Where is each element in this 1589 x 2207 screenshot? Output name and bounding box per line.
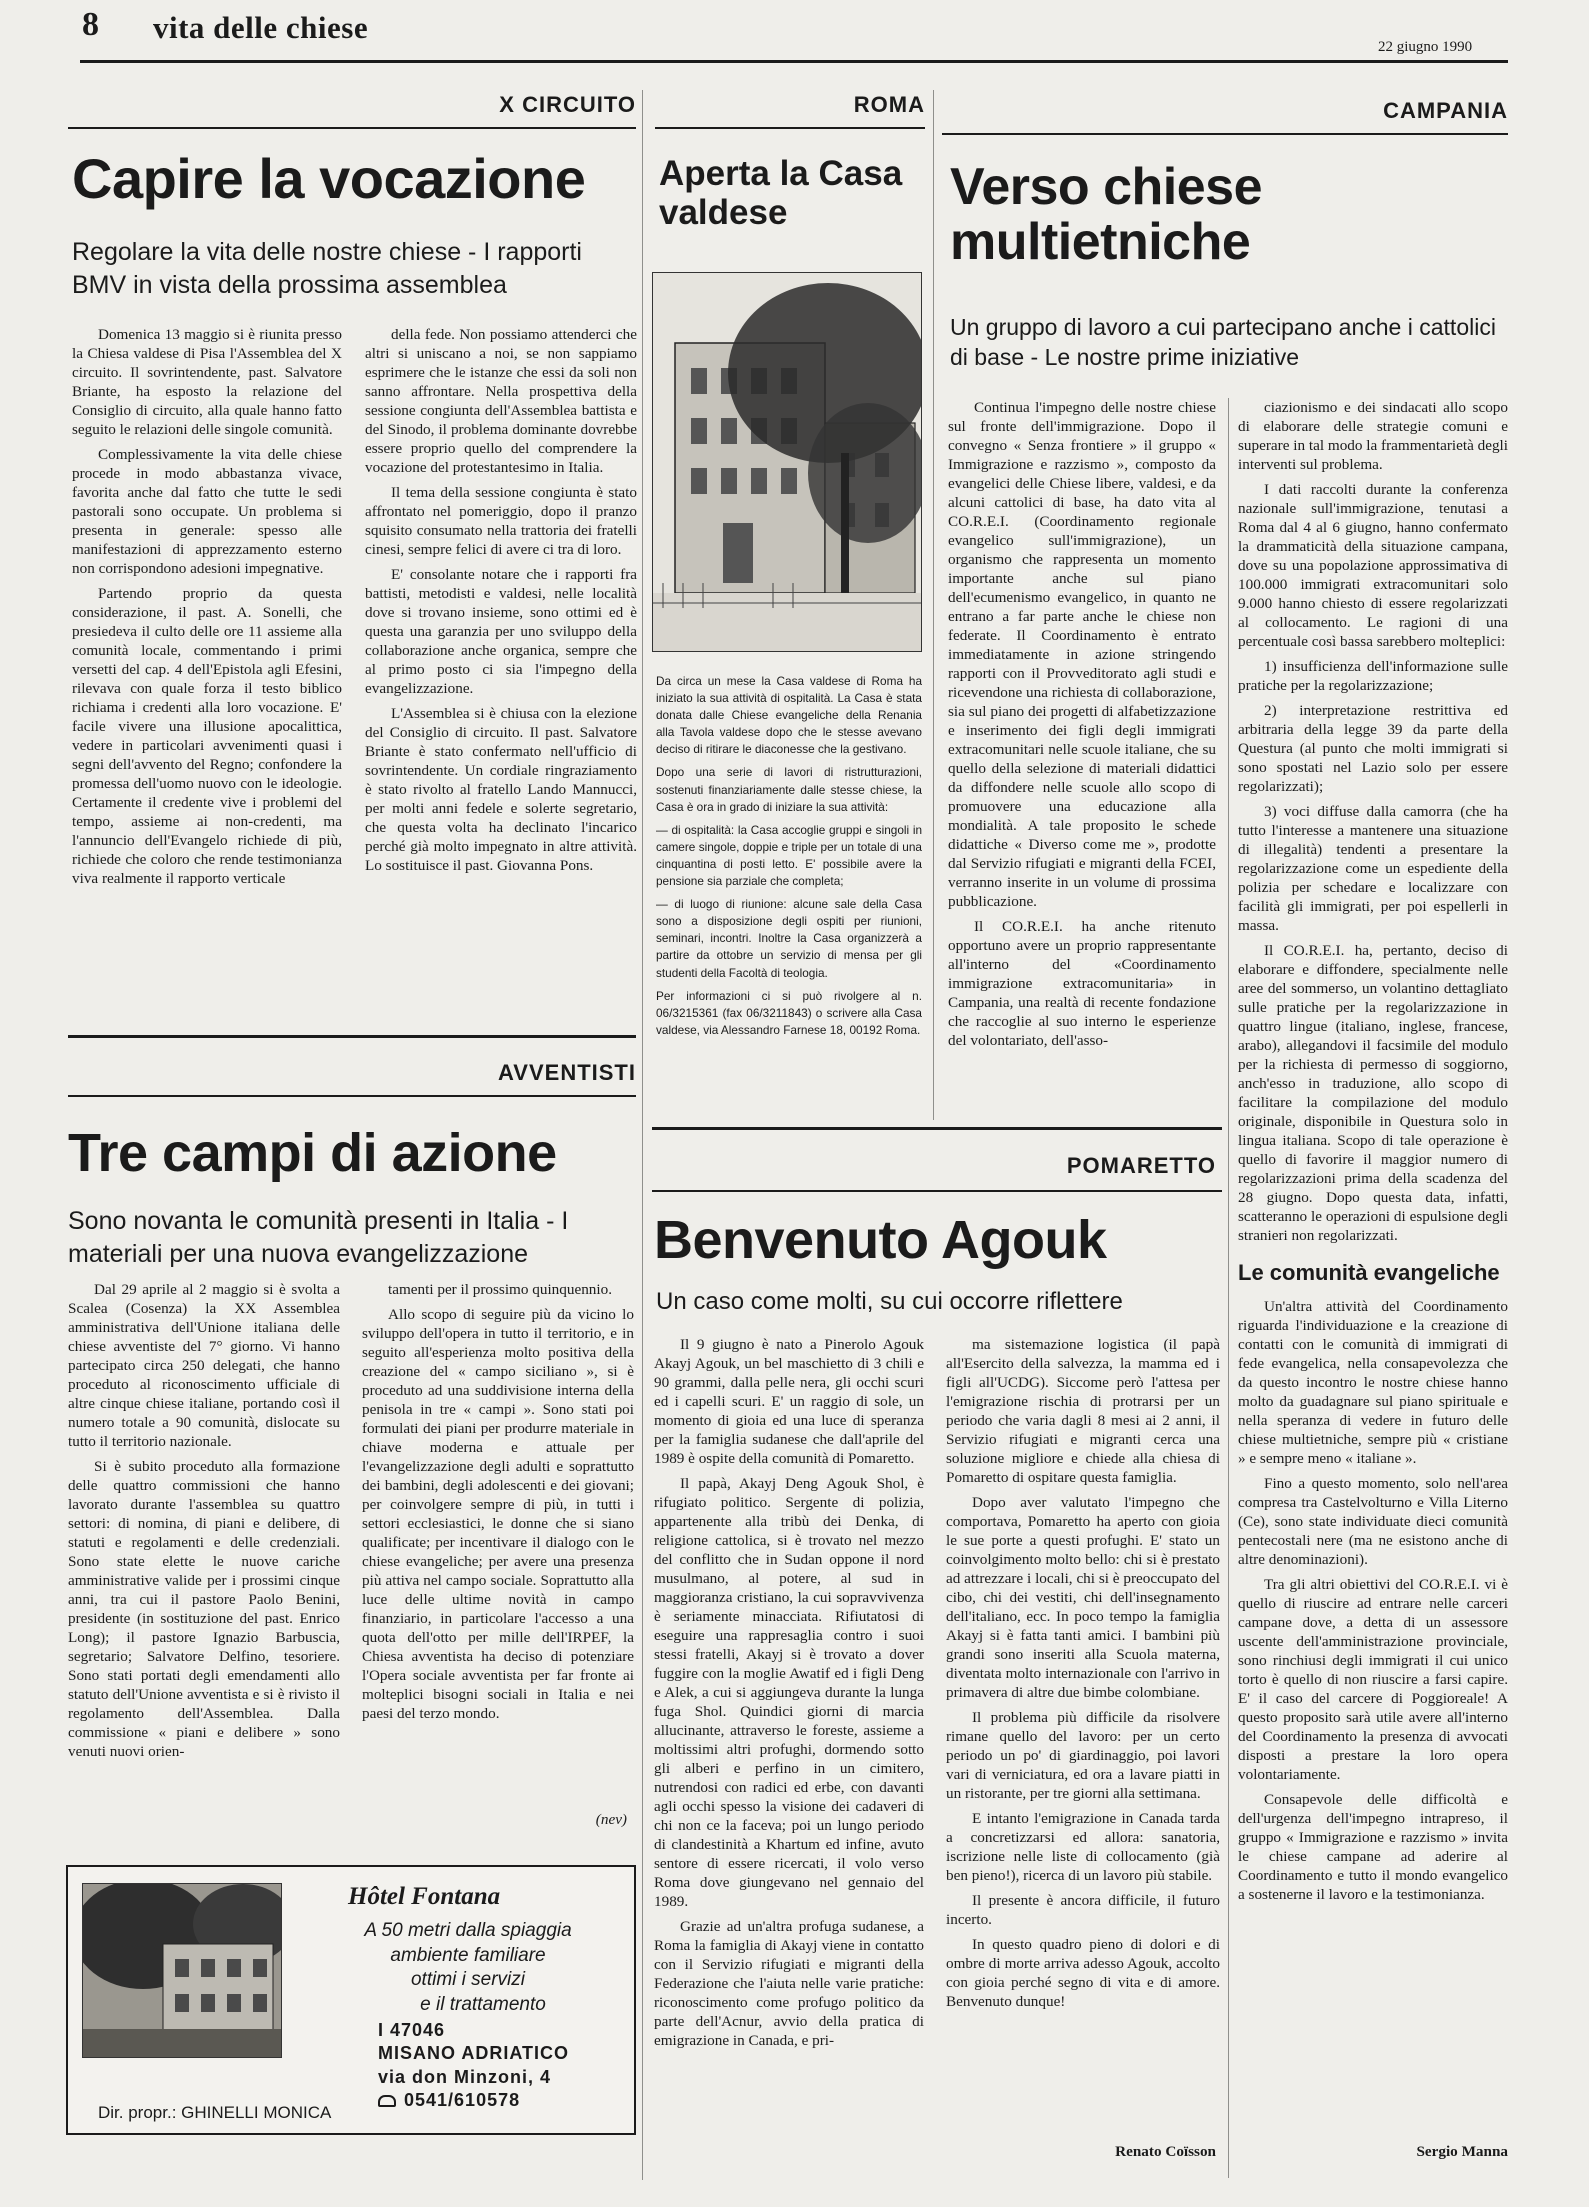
section-rule bbox=[68, 1035, 636, 1038]
building-image bbox=[653, 273, 922, 652]
kicker-rule bbox=[68, 1095, 636, 1097]
body-col-6: tamenti per il prossimo quinquennio. Allo scopo di seguire più da vicino lo sviluppo dell'opera in tutto il territorio, e in seguito all'esperienza molto positiva della creazione del « campo siciliano », si è proceduto ad una suddivisione interna della penisola in tre « campi ». Sono stati poi formulati dei piani per produrre materiale in chiave moderna e attuale per l'evangelizzazione degli adulti e soprattutto dei bambini, degli adolescenti e dei giovani; per coinvolgere sempre di più, in tutti i settori ecclesiastici, le donne che si siano qualificate; per incentivare il dialogo con le chiese evangeliche; per avere una presenza più attiva nel campo sociale. Soprattutto alla luce delle ultime novità in campo finanziario, in particolare l'accesso a una quota dell'otto per mille dell'IRPEF, la Chiesa avventista ha deciso di potenziare l'Opera sociale avventista per far fronte ai molteplici bisogni sociali in Italia e nei paesi del terzo mondo. bbox=[362, 1281, 634, 1722]
headline-capire: Capire la vocazione bbox=[72, 147, 586, 210]
body-col-5: Dal 29 aprile al 2 maggio si è svolta a Scalea (Cosenza) la XX Assemblea amministrativa dell'Unione italiana delle chiese avventiste del 7° giorno. Vi hanno partecipato circa 250 delegati, che hanno proceduto al riconoscimento ufficiale di altre cinque chiese italiane, portando così il numero totale a 90 comunità, dislocate su tutto il territorio nazionale. Si è subito proceduto alla formazione delle quattro commissioni che hanno lavorato durante l'assemblea su quattro settori: di nomina, di piani e delibere, di statuti e regolamenti e delle credenziali. Sono state elette le nuove cariche amministrative valide per i prossimi cinque anni, tra cui il pastore Paolo Benini, presidente (in sostituzione del past. Enrico Long); il pastore Ignazio Barbuscia, segretario; Salvatore Delfino, tesoriere. Sono stati portati degli emendamenti allo statuto dell'Unione avventista e si è rivisto il regolamento dell'Assemblea. Dalla commissione « piani e delibere » sono venuti nuovi orien- bbox=[68, 1281, 340, 1760]
hotel-tagline: A 50 metri dalla spiaggia ambiente familiare ottimi i servizi e il trattamento bbox=[364, 1920, 572, 2016]
signature-nev: (nev) bbox=[595, 1811, 627, 1828]
body-col-2: della fede. Non possiamo attenderci che altri si uniscano a noi, se non sappiamo esprimere che le istanze che essi da soli non sanno affrontare. Nella prospettiva della sessione congiunta dell'Assemblea battista e del Sinodo, il problema dominante dovrebbe essere proprio quello del comprendere la vocazione del protestantesimo in Italia. Il tema della sessione congiunta è stato affrontato nel pomeriggio, dopo il pranzo squisito consumato nella trattoria dei fratelli cinesi, sempre felici di avere ci tra di loro. E' consolante notare che i rapporti fra battisti, metodisti e valdesi, nelle località dove si trovano insieme, sono ottimi ed è questa una garanzia per uno sviluppo della collaborazione anche organica, sempre che al primo posto ci sia l'impegno della evangelizzazione. L'Assemblea si è chiusa con la elezione del Consiglio di circuito. Il past. Salvatore Briante è stato confermato nell'ufficio di sovrintendente. Un cordiale ringraziamento è stato rivolto al fratello Lando Mannucci, per molti anni fedele e solerte segretario, che questa volta ha declinato l'incarico perché già molto impegnato in altre attività. Lo sostituisce il past. Giovanna Pons. bbox=[365, 326, 637, 874]
deck-benvenuto: Un caso come molti, su cui occorre riflettere bbox=[656, 1288, 1123, 1315]
headline-tre-campi: Tre campi di azione bbox=[68, 1123, 557, 1183]
page-number: 8 bbox=[82, 6, 99, 43]
deck-capire: Regolare la vita delle nostre chiese - I rapporti BMV in vista della prossima assemblea bbox=[72, 238, 582, 299]
body-col-4: ciazionismo e dei sindacati allo scopo di elaborare delle strategie comuni e superare in tal modo la frammentarietà degli interventi sul problema. I dati raccolti durante la conferenza nazionale sull'immigrazione, tenutasi a Roma dal 4 al 6 giugno, hanno confermato la drammaticità della situazione campana, dove su una popolazione approssimativa di 100.000 immigrati extracomunitari solo 9.000 hanno chiesto di essere regolarizzati al collocamento. Le ragioni di una percentuale così bassa sarebbero molteplici: 1) insufficienza dell'informazione sulle pratiche per la regolarizzazione; 2) interpretazione restrittiva ed arbitraria della legge 39 da parte della Questura (al punto che molti immigrati si sono spostati nel Lazio solo per essere regolarizzati); 3) voci diffuse dalla camorra (che ha tutto l'interesse a mantenere una situazione di illegalità) tendenti a presentare la regolarizzazione come un espediente della polizia per schedare e localizzare con facilità gli immigrati, per poi espellerli in massa. Il CO.R.E.I. ha, pertanto, deciso di elaborare e diffondere, specialmente nelle aree del sommerso, un volantino dettagliato sulle pratiche per la regolarizzazione in quattro lingue (italiano, inglese, francese, arabo), allegandovi il facsimile del modulo per la richiesta di permesso di soggiorno, anch'esso in traduzione, allo scopo di facilitare la compilazione del modulo originale, disponibile in Questura solo in lingua italiana. Scopo di tale operazione è quello di favorire il maggior numero di regolarizzazioni prima della scadenza del 28 giugno. Dopo questa data, infatti, scatteranno le operazioni di espulsione degli stranieri non regolarizzati. Le comunità evangeliche Un'altra attività del Coordinamento riguarda l'individuazione e la creazione di contatti con le comunità di immigrati di fede evangelica, nella consapevolezza che da questo incontro le nostre chiese hanno molto da guadagnare sul piano spirituale e nella speranza di vedere in futuro delle chiese multietniche, sempre più « cristiane » e sempre meno « italiane ». Fino a questo momento, solo nell'area compresa tra Castelvolturno e Villa Literno (Ce), sono state individuate dieci comunità pentecostali nere (ma ne esistono anche di altre denominazioni). Tra gli altri obiettivi del CO.R.E.I. vi è quello di riuscire ad entrare nelle carceri campane dove, a detta di un assessore uscente dell'amministrazione provinciale, sono rinchiusi degli immigrati il cui unico torto è quello di non riuscire a farsi capire. E' il caso del carcere di Poggioreale! A questo proposito sarà utile avere all'interno del Coordinamento la presenza di avvocati disposti a prestare la loro opera volontariamente. Consapevole delle difficoltà e dell'urgenza dell'impegno intrapreso, il gruppo « Immigrazione e razzismo » invita le chiese campane ad aderire al Coordinamento e tutto il mondo evangelico a sostenerne il lavoro e la testimonianza. bbox=[1238, 399, 1508, 1903]
casa-valdese-illustration bbox=[652, 272, 922, 652]
caption-roma: Da circa un mese la Casa valdese di Roma ha iniziato la sua attività di ospitalità. La Casa è stata donata dalle Chiese evangeliche della Renania alla Tavola valdese dopo che le stesse avevano deciso di ritirare le diaconesse che la gestivano. Dopo una serie di lavori di ristrutturazioni, sostenuti finanziariamente dalle stesse chiese, la Casa è ora in grado di iniziare la sua attività: — di ospitalità: la Casa accoglie gruppi e singoli in camere singole, doppie e triple per un totale di una cinquantina di posti letto. E' possibile avere la pensione sia parziale che completa; — di luogo di riunione: alcune sale della Casa sono a disposizione degli ospiti per riunioni, seminari, incontri. Inoltre la Casa organizzerà a partire da ottobre un servizio di mensa per gli studenti della Facoltà di teologia. Per informazioni ci si può rivolgere al n. 06/3215361 (fax 06/3211843) o scrivere alla Casa valdese, via Alessandro Farnese 18, 00192 Roma. bbox=[656, 674, 922, 1037]
kicker-rule bbox=[655, 127, 925, 129]
hotel-owner: Dir. propr.: GHINELLI MONICA bbox=[98, 2103, 332, 2122]
kicker-roma: ROMA bbox=[853, 92, 925, 117]
kicker-x-circuito: X CIRCUITO bbox=[499, 92, 636, 117]
kicker-avventisti: AVVENTISTI bbox=[498, 1060, 636, 1085]
column-rule bbox=[933, 90, 934, 1120]
column-rule bbox=[1228, 398, 1229, 2178]
kicker-rule bbox=[68, 127, 636, 129]
hotel-name: Hôtel Fontana bbox=[348, 1883, 501, 1910]
body-col-8: ma sistemazione logistica (il papà all'Esercito della salvezza, la mamma ed i figli all'UCDG). Siccome però l'attesa per l'emigrazione rischia di protrarsi per un periodo che varia dagli 8 mesi ai 2 anni, il Servizio rifugiati e migranti cerca una soluzione migliore e chiede alla chiesa di Pomaretto di ospitare questa famiglia. Dopo aver valutato l'impegno che comportava, Pomaretto ha aperto con gioia le sue porte a questi profughi. E' stato un coinvolgimento molto bello: chi si è prestato ad attrezzare i locali, chi si è preoccupato del cibo, chi dei vestiti, chi dell'insegnamento dell'italiano, ecc. In poco tempo la famiglia Akayj si è fatta tanti amici. I bambini più grandi sono inseriti alla Scuola materna, diventata molto internazionale con l'arrivo in primavera di altre due bimbe colombiane. Il problema più difficile da risolvere rimane quello del lavoro: per un certo periodo un po' di giardinaggio, poi lavori vari di verniciatura, ed ora a lavare piatti in un ristorante, per tre giorni alla settimana. E intanto l'emigrazione in Canada tarda a concretizzarsi ed allora: sanatoria, iscrizione nelle liste di collocamento (già ben pieno!), ricerca di un lavoro più stabile. Il presente è ancora difficile, il futuro incerto. In questo quadro pieno di dolori e di ombre di morte arriva adesso Agouk, accolto con gioia perché segno di vita e di amore. Benvenuto dunque! bbox=[946, 1336, 1220, 2010]
body-col-3: Continua l'impegno delle nostre chiese sul fronte dell'immigrazione. Dopo il convegno « Senza frontiere » il gruppo « Immigrazione e razzismo », composto da evangelici delle Chiese libere, valdesi, e da alcuni cattolici di base, ha dato vita al CO.R.E.I. (Coordinamento regionale evangelico sull'immigrazione), un organismo che rappresenta un momento importante anche sul piano dell'ecumenismo evangelico, in quanto ne entrano a far parte anche le chiese non federate. Il Coordinamento è entrato immediatamente in azione stringendo rapporti con il Provveditorato agli studi e ricevendone una richiesta di collaborazione, sia sul piano dei progetti di alfabetizzazione e inserimento dei figli degli immigrati extracomunitari nelle scuole italiane, che su quello della selezione di materiali didattici da diffondere nelle scuole allo scopo di promuovere una educazione alla mondialità. A tale proposito le schede didattiche « Diverso come me », prodotte dal Servizio rifugiati e migranti della FCEI, verranno inserite in un volume di prossima pubblicazione. Il CO.R.E.I. ha anche ritenuto opportuno avere un proprio rappresentante all'interno del «Coordinamento immigrazione extracomunitaria» in Campania, una realtà di recente fondazione che raccoglie al suo interno le esperienze del volontariato, dell'asso- bbox=[948, 399, 1216, 1049]
kicker-rule bbox=[652, 1190, 1222, 1192]
kicker-rule bbox=[942, 133, 1508, 135]
headline-benvenuto: Benvenuto Agouk bbox=[654, 1210, 1107, 1270]
column-rule bbox=[642, 90, 643, 2180]
kicker-pomaretto: POMARETTO bbox=[1066, 1153, 1216, 1178]
section-rule bbox=[652, 1127, 1222, 1130]
hotel-image bbox=[83, 1884, 282, 2058]
hotel-address: I 47046 MISANO ADRIATICO via don Minzoni, 4 0541/610578 bbox=[378, 2020, 569, 2111]
hotel-photo bbox=[82, 1883, 282, 2058]
hotel-fontana-ad bbox=[66, 1865, 636, 2135]
body-col-1: Domenica 13 maggio si è riunita presso la Chiesa valdese di Pisa l'Assemblea del X circuito. Il sovrintendente, past. Salvatore Briante, ha esposto la relazione del Consiglio di circuito, alla quale hanno fatto seguito le relazioni delle singole comunità. Complessivamente la vita delle chiese procede in modo abbastanza vivace, favorita anche dal fatto che tutte le sedi pastorali sono occupate. Un problema si presenta in generale: spesso alle manifestazioni di apprezzamento esterno non corrispondono adesioni impegnative. Partendo proprio da questa considerazione, il past. A. Sonelli, che presiedeva il culto delle ore 11 assieme alla comunità locale, commentando i primi versetti del cap. 4 dell'Epistola agli Efesini, rilevava con quale forza il testo biblico richiama i credenti alla loro vocazione. E' facile vivere una illusione apocalittica, vedere in particolari avvenimenti quasi i segni dell'avvento del Regno; confondere la promessa dell'uomo nuovo con le ideologie. Certamente il credente vive i problemi del tempo, assieme ai non-credenti, ma l'annuncio dell'Evangelo richiede di più, richiede che coloro che rende testimonianza viva realmente il rapporto verticale bbox=[72, 326, 342, 887]
issue-date: 22 giugno 1990 bbox=[1378, 39, 1473, 55]
section-title: vita delle chiese bbox=[153, 10, 369, 45]
phone-icon bbox=[378, 2095, 396, 2107]
body-col-7: Il 9 giugno è nato a Pinerolo Agouk Akayj Agouk, un bel maschietto di 3 chili e 90 grammi, dalla pelle nera, gli occhi scuri ed i capelli scuri. E' un raggio di sole, un momento di gioia ed una luce di speranza per la famiglia sudanese che dall'aprile del 1989 è ospite della comunità di Pomaretto. Il papà, Akayj Deng Agouk Shol, è rifugiato politico. Sergente di polizia, appartenente alla tribù dei Denka, di religione cattolica, si è trovato nel mezzo del conflitto che in Sudan oppone il nord musulmano, al potere, al sud in maggioranza cristiano, la cui sopravvivenza è seriamente minacciata. Rifiutatosi di eseguire una rappresaglia contro i suoi stessi fratelli, Akayj si è trovato a dover fuggire con la moglie Awatif ed i figli Deng e Alek, a cui si aggiungeva durante la lunga fuga Shol. Quindici giorni di marcia allucinante, attraverso le foreste, assieme a moltissimi altri profughi, dormendo sotto gli alberi e perfino in un cimitero, nutrendosi con radici ed erbe, con davanti agli occhi spesso la visione dei cadaveri di chi non ce la faceva; poi un lungo periodo di clandestinità a Khartum ed infine, avuto sentore di essere ricercati, il volo verso Roma dove giungevano nel gennaio del 1989. Grazie ad un'altra profuga sudanese, a Roma la famiglia di Akayj viene in contatto con il Servizio rifugiati e migranti della Federazione che l'aiuta nelle varie pratiche: riconoscimento come profugo politico da parte dell'Acnur, avvio della pratica di emigrazione in Canada, e pri- bbox=[654, 1336, 924, 2049]
headline-verso: Verso chiese multietniche bbox=[950, 158, 1262, 271]
folio-rule bbox=[80, 60, 1508, 63]
kicker-campania: CAMPANIA bbox=[1383, 98, 1508, 123]
deck-tre-campi: Sono novanta le comunità presenti in Italia - I materiali per una nuova evangelizzazione bbox=[68, 1207, 569, 1268]
subhead-comunita: Le comunità evangeliche bbox=[1238, 1260, 1500, 1285]
signature-manna: Sergio Manna bbox=[1416, 2143, 1508, 2160]
deck-verso: Un gruppo di lavoro a cui partecipano anche i cattolici di base - Le nostre prime iniziative bbox=[950, 314, 1496, 370]
signature-coisson: Renato Coïsson bbox=[1115, 2143, 1216, 2160]
headline-aperta: Aperta la Casa valdese bbox=[659, 154, 903, 232]
